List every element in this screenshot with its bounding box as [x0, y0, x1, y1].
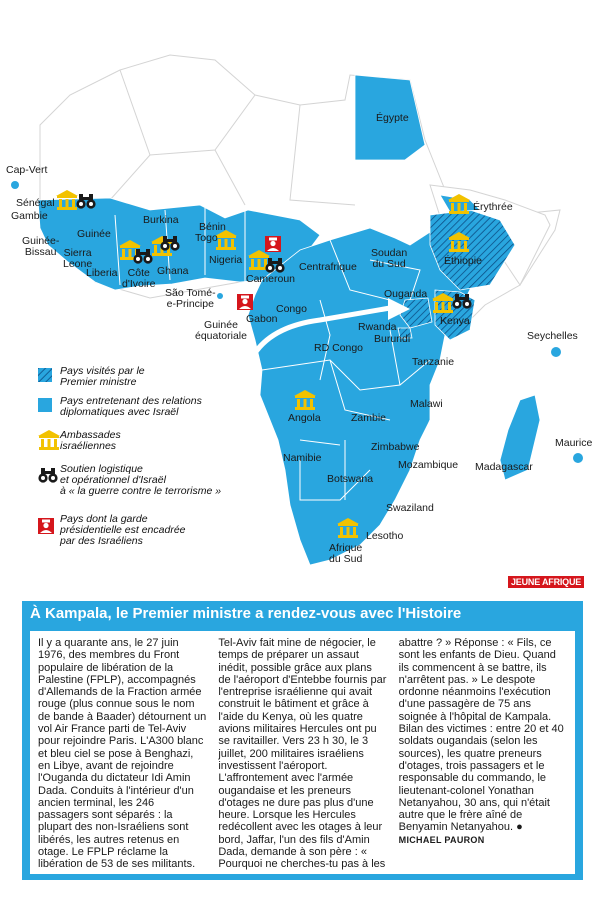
legend-label-relations: Pays entretenant des relations diplomatiques avec Israël [60, 395, 202, 418]
guard-icon-guinee-equatoriale [237, 294, 253, 310]
label-guinee-bissau: Guinée- Bissau [22, 235, 60, 258]
hatch-swatch-icon [38, 368, 52, 382]
label-burundi: Burundi [374, 333, 411, 345]
label-egypte: Égypte [376, 112, 409, 124]
country-cap-vert-dot [11, 181, 19, 189]
label-gambie: Gambie [11, 210, 48, 222]
label-botswana: Botswana [327, 473, 374, 485]
label-cap-vert: Cap-Vert [6, 164, 48, 176]
label-gabon: Gabon [246, 313, 278, 325]
label-zambie: Zambie [351, 412, 387, 424]
label-congo: Congo [276, 303, 307, 315]
label-madagascar: Madagascar [475, 461, 533, 473]
label-tanzanie: Tanzanie [412, 356, 455, 368]
article-title: À Kampala, le Premier ministre a rendez-vous avec l'Histoire [30, 605, 462, 622]
label-benin: Bénin [199, 221, 226, 233]
label-rwanda: Rwanda [358, 321, 397, 333]
label-lesotho: Lesotho [366, 530, 404, 542]
legend-label-guard: Pays dont la garde présidentielle est encadrée par des Israéliens [60, 513, 186, 547]
brand-logo: JEUNE AFRIQUE [508, 576, 584, 588]
label-soudan-du-sud: Soudan du Sud [371, 247, 408, 270]
label-seychelles: Seychelles [527, 330, 578, 342]
label-angola: Angola [288, 412, 321, 424]
label-sao-tome: São Tomé- e-Principe [165, 287, 216, 310]
country-maurice-dot [573, 453, 583, 463]
label-ouganda: Ouganda [384, 288, 428, 300]
country-seychelles-dot [551, 347, 561, 357]
article-text: Il y a quarante ans, le 27 juin 1976, des membres du Front populaire de libération de la Palestine (FPLP), accompagnés d'Allemands de la Fraction armée rouge (plus connue sous le nom de bande à Baader) détournent un vol Air France parti de Tel-Aviv pour rejoindre Paris. L'A300 blanc et bleu ciel se pose à Benghazi, en Libye, avant de rejoindre l'Ouganda du dictateur Idi Amin Dada. Conduits à l'intérieur d'un ancien terminal, les 246 passagers sont séparés : la plupart des non-Israéliens sont libérés, les autres retenus en otage. Le FPLP réclame la libération de 53 de ses militants. Tel-Aviv fait mine de négocier, le temps de préparer un assaut inédit, possible grâce aux plans de l'aéroport d'Entebbe fournis par l'entreprise israélienne qui avait construit le bâtiment et grâce à l'aide du Kenya, où les quatre avions militaires Hercules ont pu se ravitailler. Vers 23 h 30, le 3 juillet, 200 militaires israéliens investissent l'aéroport. L'affrontement avec l'armée ougandaise et les preneurs d'otages ne dure pas plus d'une heure. Lorsque les Hercules redécollent avec les otages à leur bord, Jaffar, l'un des fils d'Amin Dada, demande à son père : « Pourquoi ne cherches-tu pas à les abattre ? » Réponse : « Fils, ce sont les enfants de Dieu. Quand ils commencent à se battre, ils n'arrêtent pas. » Le despote ordonne néanmoins l'exécution d'une passagère de 75 ans soignée à l'hôpital de Kampala. Bilan des victimes : entre 20 et 40 soldats ougandais (selon les sources), les quatre preneurs d'otages, trois passagers et le responsable du commando, le lieutenant-colonel Yonathan Netanyahou, 30 ans, qui n'était autre que le frère aîné de Benyamin Netanyahou. [38, 637, 564, 871]
legend-label-support: Soutien logistique et opérationnel d'Israël à « la guerre contre le terrorisme » [60, 463, 222, 497]
embassy-icon [38, 430, 60, 452]
guard-icon-cameroun [265, 236, 281, 252]
legend-label-visited: Pays visités par le Premier ministre [60, 365, 145, 388]
label-afrique-du-sud: Afrique du Sud [329, 542, 363, 565]
label-burkina: Burkina [143, 214, 179, 226]
label-mozambique: Mozambique [398, 459, 459, 471]
label-guinee-equatoriale: Guinée équatoriale [195, 319, 247, 342]
label-centrafrique: Centrafrique [299, 261, 357, 273]
label-liberia: Liberia [86, 267, 118, 279]
label-maurice: Maurice [555, 437, 593, 449]
legend-label-embassies: Ambassades israéliennes [60, 429, 121, 452]
label-rd-congo: RD Congo [314, 342, 364, 354]
label-namibie: Namibie [283, 452, 322, 464]
label-ethiopie: Éthiopie [444, 255, 482, 267]
article-author: MICHAEL PAURON [398, 834, 485, 845]
article-bullet: ● [516, 821, 523, 834]
label-cote-divoire: Côte d'Ivoire [122, 267, 156, 290]
label-sierra-leone: Sierra Leone [63, 247, 93, 270]
article-body [30, 631, 575, 874]
label-guinee: Guinée [77, 228, 111, 240]
label-zimbabwe: Zimbabwe [371, 441, 420, 453]
label-senegal: Sénégal [16, 197, 55, 209]
blue-swatch-icon [38, 398, 52, 412]
label-togo: Togo [195, 232, 218, 244]
label-ghana: Ghana [157, 265, 189, 277]
binoculars-icon [38, 466, 58, 486]
label-nigeria: Nigeria [209, 254, 243, 266]
label-erythree: Érythrée [473, 201, 513, 213]
label-malawi: Malawi [410, 398, 443, 410]
guard-icon [38, 518, 54, 534]
label-kenya: Kenya [440, 315, 470, 327]
label-cameroun: Cameroun [246, 273, 296, 285]
label-swaziland: Swaziland [386, 502, 434, 514]
article-box [22, 601, 583, 880]
